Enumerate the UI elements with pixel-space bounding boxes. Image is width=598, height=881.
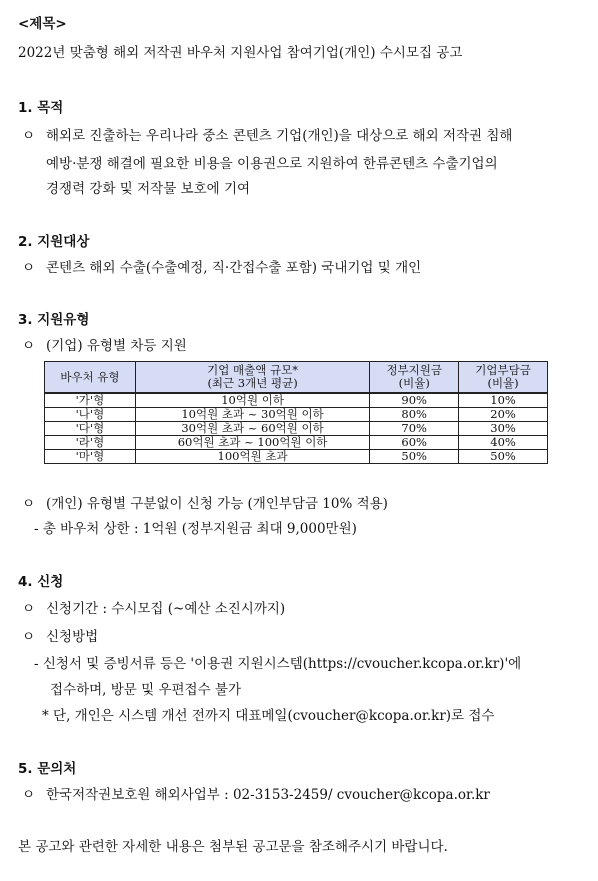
section-contact-heading: 5. 문의처 — [18, 761, 77, 777]
table-cell: 50% — [459, 450, 548, 464]
table-cell: 40% — [459, 436, 548, 450]
header-subtext: (비율) — [398, 376, 430, 390]
bullet-mark: ㅇ — [22, 260, 36, 276]
eligibility-text: 콘텐츠 해외 수출(수출예정, 직·간접수출 포함) 국내기업 및 개인 — [46, 260, 422, 276]
header-subtext: (최근 3개년 평균) — [207, 376, 298, 390]
table-row — [45, 436, 548, 450]
header-government-subsidy — [370, 362, 459, 394]
header-revenue-scale — [135, 362, 369, 394]
purpose-line-3: 경쟁력 강화 및 저작물 보호에 기여 — [46, 181, 251, 197]
table-cell: 100억원 초과 — [135, 450, 369, 464]
header-text: 바우처 유형 — [60, 369, 120, 384]
application-period-text: 신청기간 : 수시모집 (~예산 소진시까지) — [46, 601, 286, 617]
section-purpose-heading: 1. 목적 — [18, 100, 64, 116]
header-text: 기업부담금 — [475, 363, 531, 377]
bullet-mark: ㅇ — [22, 787, 36, 803]
table-cell: '마'형 — [45, 450, 136, 464]
application-method-line — [22, 625, 98, 645]
contact-line — [22, 783, 490, 803]
application-detail-1: - 신청서 및 증빙서류 등은 '이용권 지원시스템(https://cvoucher.kcopa.or.kr)'에 — [34, 656, 522, 672]
bullet-mark: ㅇ — [22, 128, 36, 144]
section-support-type-heading: 3. 지원유형 — [18, 312, 90, 328]
eligibility-line — [22, 256, 421, 276]
header-subtext: (비율) — [487, 376, 519, 390]
table-cell: 10억원 초과 ~ 30억원 이하 — [135, 408, 369, 422]
table-cell: '다'형 — [45, 422, 136, 436]
application-method-text: 신청방법 — [46, 629, 99, 645]
voucher-type-table — [44, 361, 548, 464]
purpose-line-2: 예방·분쟁 해결에 필요한 비용을 이용권으로 지원하여 한류콘텐츠 수출기업의 — [46, 156, 498, 172]
section-application-heading: 4. 신청 — [18, 574, 64, 590]
application-period-line — [22, 597, 285, 617]
section-eligibility-heading: 2. 지원대상 — [18, 234, 90, 250]
table-cell: 20% — [459, 408, 548, 422]
individual-support-line — [22, 492, 388, 512]
bullet-mark: ㅇ — [22, 338, 36, 354]
table-cell: 10억원 이하 — [135, 393, 369, 408]
table-row — [45, 422, 548, 436]
table-cell: 10% — [459, 393, 548, 408]
table-cell: 90% — [370, 393, 459, 408]
table-cell: 60억원 초과 ~ 100억원 이하 — [135, 436, 369, 450]
table-cell: 50% — [370, 450, 459, 464]
application-detail-2: 접수하며, 방문 및 우편접수 불가 — [50, 682, 241, 698]
application-detail-3: * 단, 개인은 시스템 개선 전까지 대표메일(cvoucher@kcopa.or.kr)로 접수 — [42, 708, 495, 724]
voucher-cap-line: - 총 바우처 상한 : 1억원 (정부지원금 최대 9,000만원) — [34, 521, 357, 537]
bullet-mark: ㅇ — [22, 629, 36, 645]
header-voucher-type — [45, 362, 136, 394]
corp-support-line — [22, 334, 187, 354]
table-cell: '나'형 — [45, 408, 136, 422]
table-row — [45, 450, 548, 464]
table-row — [45, 408, 548, 422]
table-cell: '가'형 — [45, 393, 136, 408]
table-cell: 70% — [370, 422, 459, 436]
individual-support-text: (개인) 유형별 구분없이 신청 가능 (개인부담금 10% 적용) — [46, 496, 388, 512]
purpose-line-1 — [22, 124, 512, 144]
header-text: 정부지원금 — [386, 363, 442, 377]
table-header-row — [45, 362, 548, 394]
title-heading: <제목> — [18, 16, 67, 32]
header-company-share — [459, 362, 548, 394]
table-cell: 30% — [459, 422, 548, 436]
contact-text: 한국저작권보호원 해외사업부 : 02-3153-2459/ cvoucher@kcopa.or.kr — [46, 787, 490, 803]
bullet-mark: ㅇ — [22, 496, 36, 512]
table-cell: 80% — [370, 408, 459, 422]
purpose-text-1: 해외로 진출하는 우리나라 중소 콘텐츠 기업(개인)을 대상으로 해외 저작권 침해 — [46, 128, 513, 144]
table-cell: '라'형 — [45, 436, 136, 450]
corp-support-text: (기업) 유형별 차등 지원 — [46, 338, 187, 354]
table-cell: 30억원 초과 ~ 60억원 이하 — [135, 422, 369, 436]
table-row — [45, 393, 548, 408]
header-text: 기업 매출액 규모* — [207, 363, 298, 377]
announcement-title: 2022년 맞춤형 해외 저작권 바우처 지원사업 참여기업(개인) 수시모집 공고 — [18, 45, 463, 61]
footer-note: 본 공고와 관련한 자세한 내용은 첨부된 공고문을 참조해주시기 바랍니다. — [18, 839, 448, 855]
bullet-mark: ㅇ — [22, 601, 36, 617]
table-cell: 60% — [370, 436, 459, 450]
